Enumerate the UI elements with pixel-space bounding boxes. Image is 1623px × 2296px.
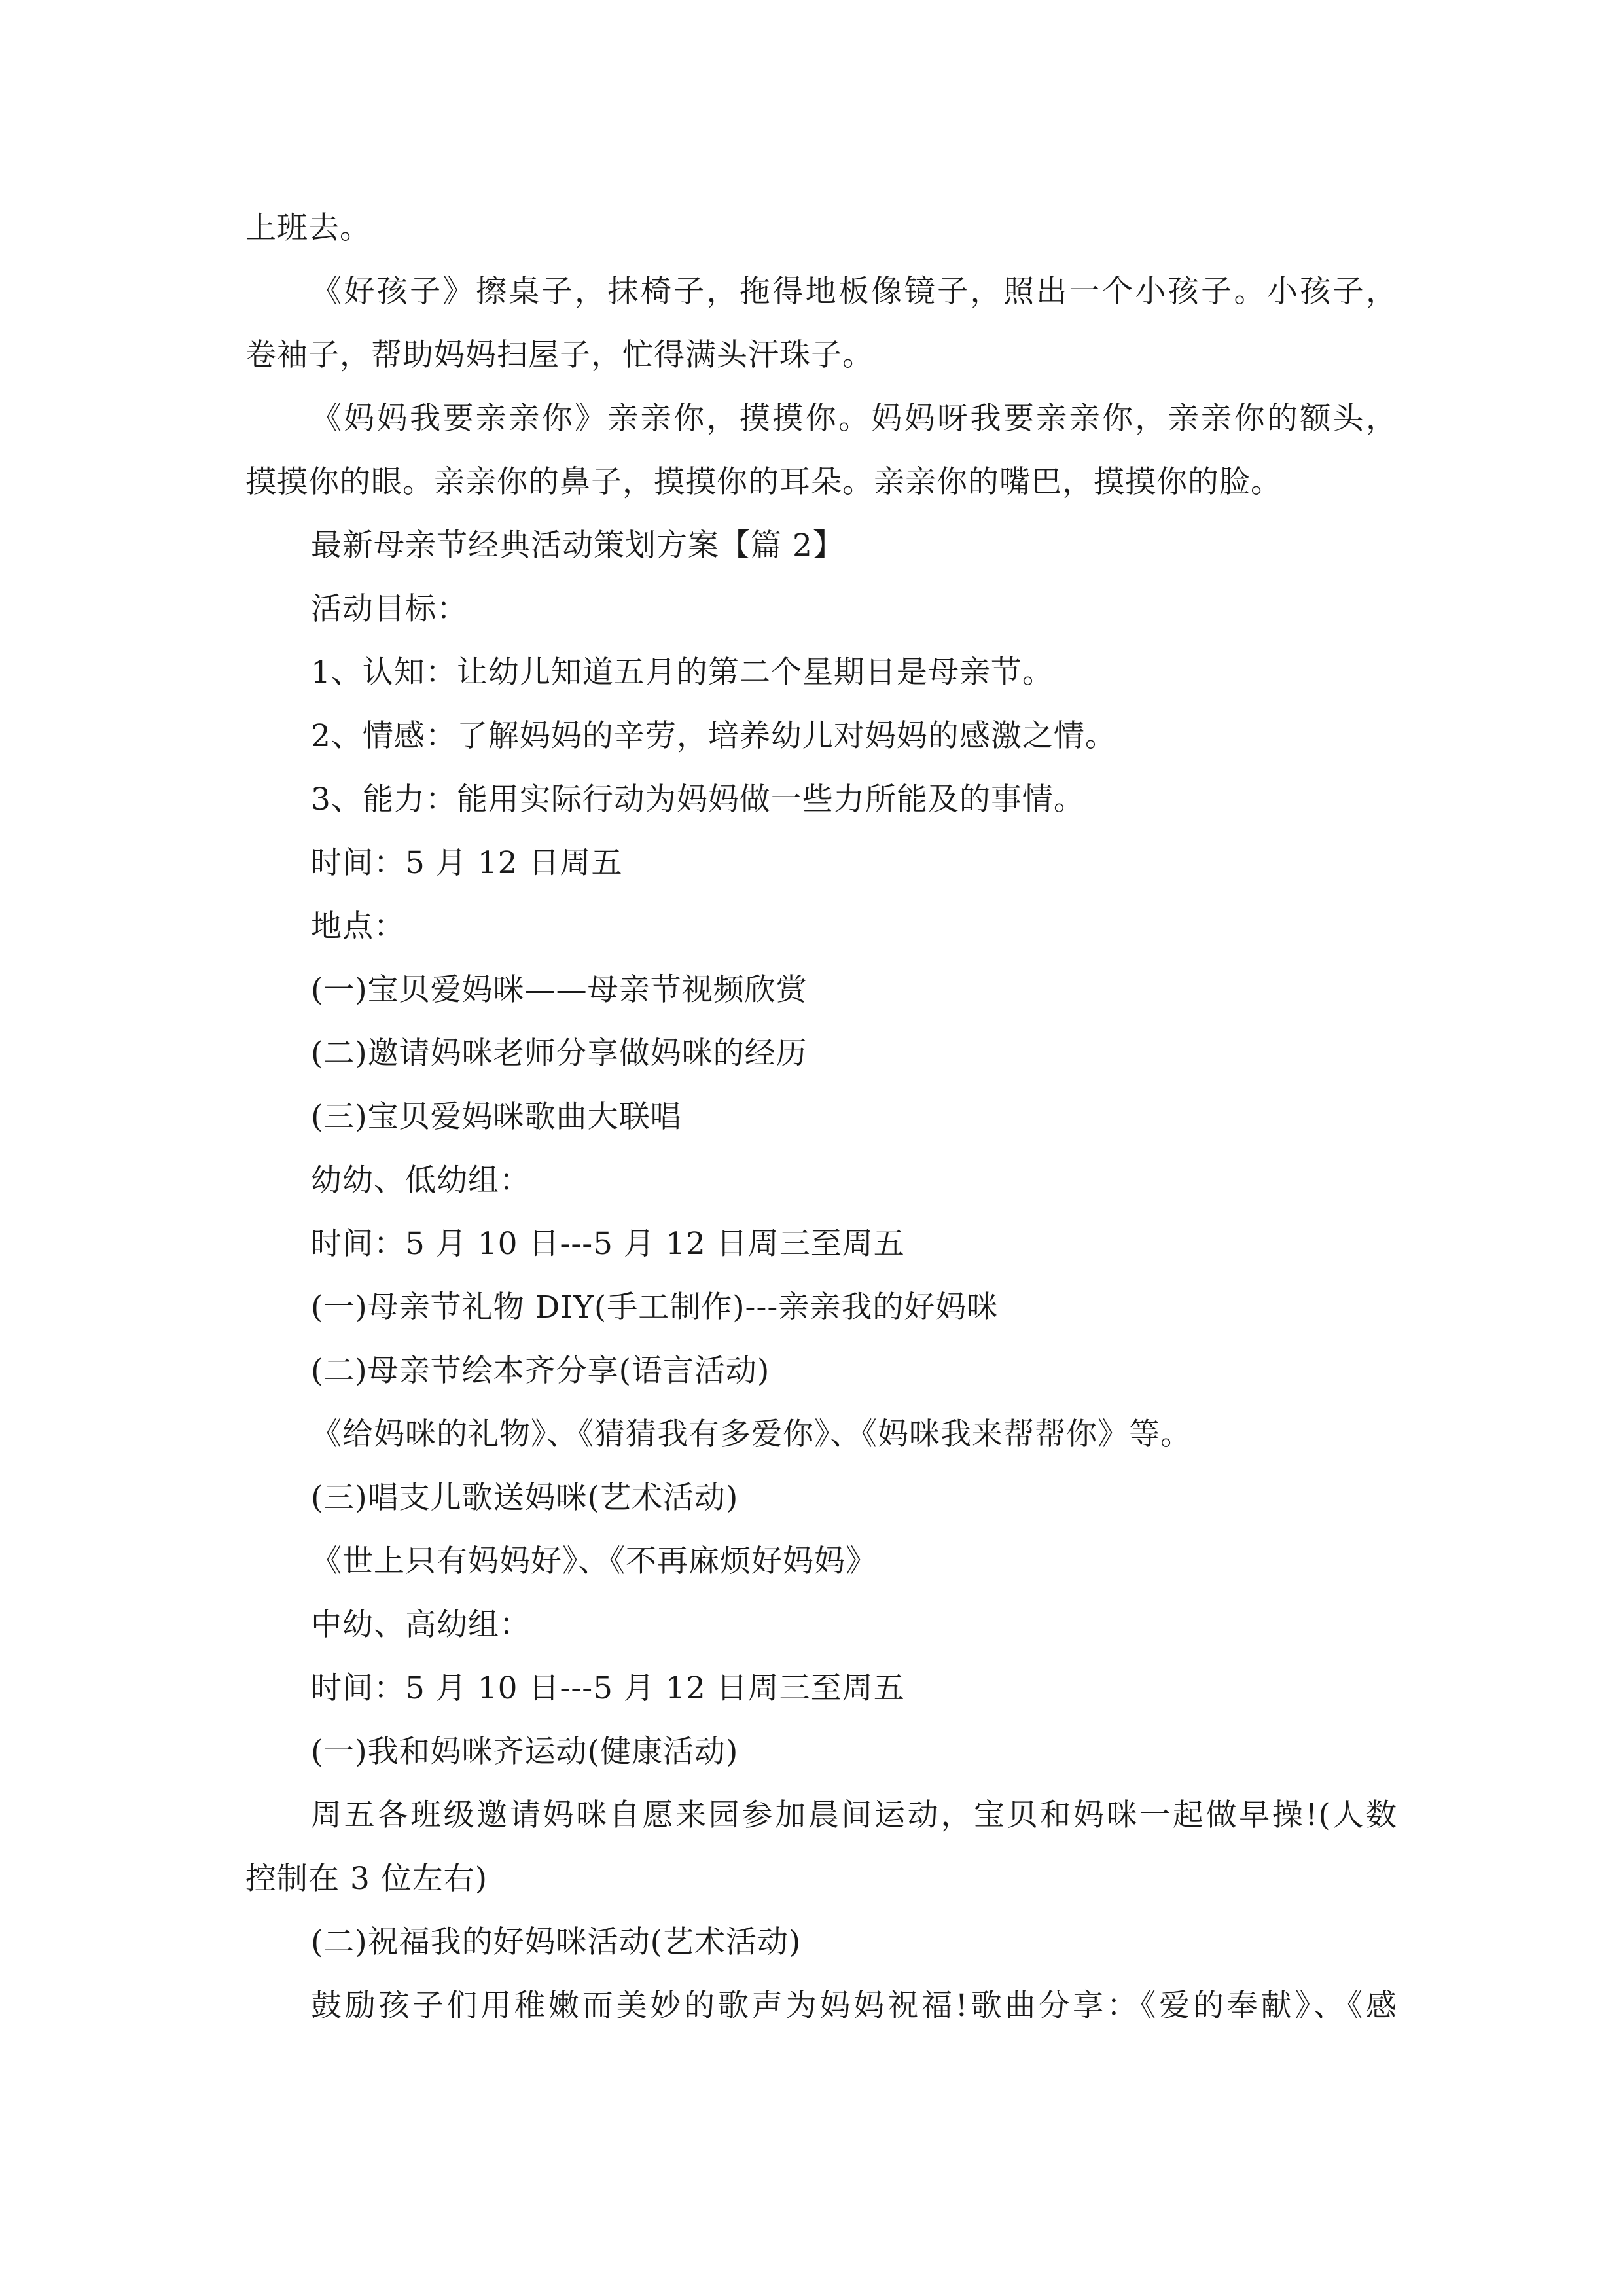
list-item: 1、认知：让幼儿知道五月的第二个星期日是母亲节。	[311, 655, 1054, 691]
text-line: 活动目标：	[311, 591, 468, 627]
list-item: 3、能力：能用实际行动为妈妈做一些力所能及的事情。	[311, 781, 1085, 817]
list-item: (二)母亲节绘本齐分享(语言活动)	[311, 1353, 770, 1389]
text-line: 幼幼、低幼组：	[311, 1162, 531, 1198]
list-item: (一)我和妈咪齐运动(健康活动)	[311, 1734, 739, 1770]
document-body	[245, 196, 1397, 2037]
text-line: 时间：5 月 10 日---5 月 12 日周三至周五	[311, 1670, 905, 1706]
text-line: 鼓励孩子们用稚嫩而美妙的歌声为妈妈祝福!歌曲分享：《爱的奉献》、《感	[311, 1988, 1397, 2024]
text-line: 《好孩子》擦桌子，抹椅子，拖得地板像镜子，照出一个小孩子。小孩子，	[311, 274, 1397, 310]
text-line: 中幼、高幼组：	[311, 1607, 531, 1643]
text-line: 周五各班级邀请妈咪自愿来园参加晨间运动，宝贝和妈咪一起做早操!(人数	[311, 1797, 1397, 1833]
section-heading: 最新母亲节经典活动策划方案【篇 2】	[311, 528, 844, 564]
text-line: 时间：5 月 12 日周五	[311, 845, 623, 881]
list-item: (二)邀请妈咪老师分享做妈咪的经历	[311, 1035, 808, 1071]
list-item: (三)宝贝爱妈咪歌曲大联唱	[311, 1099, 682, 1135]
text-line: 《给妈咪的礼物》、《猜猜我有多爱你》、《妈咪我来帮帮你》等。	[311, 1416, 1192, 1452]
list-item: (一)宝贝爱妈咪——母亲节视频欣赏	[311, 972, 808, 1008]
text-line: 上班去。	[245, 210, 371, 246]
text-line: 地点：	[311, 908, 405, 944]
text-line: 时间：5 月 10 日---5 月 12 日周三至周五	[311, 1226, 905, 1262]
list-item: (二)祝福我的好妈咪活动(艺术活动)	[311, 1924, 802, 1960]
list-item: (三)唱支儿歌送妈咪(艺术活动)	[311, 1480, 739, 1516]
text-line: 控制在 3 位左右)	[245, 1861, 488, 1897]
list-item: 2、情感：了解妈妈的辛劳，培养幼儿对妈妈的感激之情。	[311, 718, 1116, 754]
text-line: 卷袖子，帮助妈妈扫屋子，忙得满头汗珠子。	[245, 337, 874, 373]
list-item: (一)母亲节礼物 DIY(手工制作)---亲亲我的好妈咪	[311, 1289, 999, 1325]
text-line: 摸摸你的眼。亲亲你的鼻子，摸摸你的耳朵。亲亲你的嘴巴，摸摸你的脸。	[245, 464, 1282, 500]
text-line: 《世上只有妈妈好》、《不再麻烦好妈妈》	[311, 1543, 877, 1579]
text-line: 《妈妈我要亲亲你》亲亲你，摸摸你。妈妈呀我要亲亲你，亲亲你的额头，	[311, 401, 1397, 437]
